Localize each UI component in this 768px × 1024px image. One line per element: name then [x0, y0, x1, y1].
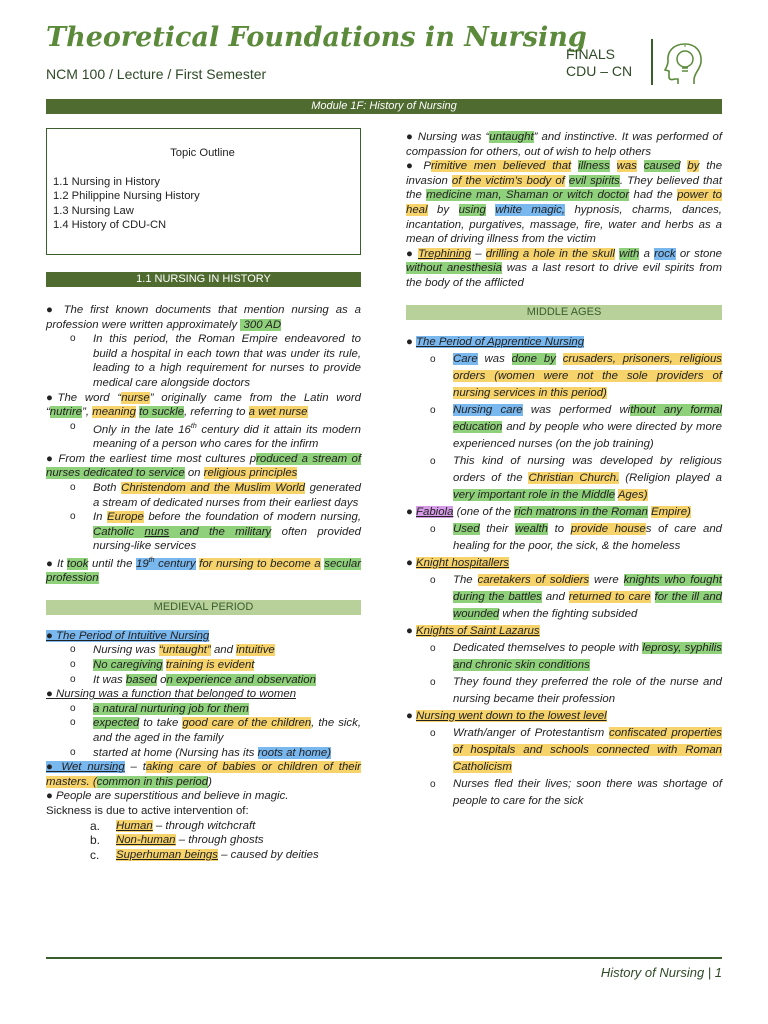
sub-bullet: o a natural nurturing job for them — [46, 702, 361, 717]
paragraph: ● Nursing went down to the lowest level — [406, 709, 607, 722]
outline-item: 1.4 History of CDU-CN — [53, 219, 167, 232]
sub-bullet: o Both Christendom and the Muslim World generated a stream of dedicated nurses from their earliest days — [46, 481, 361, 510]
paragraph: ● People are superstitious and believe in magic. — [46, 790, 289, 803]
sub-bullet: o They found they preferred the role of the nurse and nursing became their profession — [406, 674, 722, 708]
paragraph: ● Knight hospitallers — [406, 556, 510, 569]
paragraph: ● It took until the 19th century for nursing to become a secular profession — [46, 556, 361, 585]
paragraph: ●The word “nurse” originally came from the Latin word “nutrire”, meaning to suckle, referring to a wet nurse — [46, 391, 361, 419]
sub-bullet: o The caretakers of soldiers were knights who fought during the battles and returned to care for the ill and wounded when the fighting subsided — [406, 572, 722, 623]
paragraph: ● Primitive men believed that illness was caused by the invasion of the victim’s body of evil spirits. They believed that the medicine man, Shaman or witch doctor had the power to heal by using white magic, hypnosis, charms, dances, incantation, purgatives, massage, fire, water and herbs as a mean of driving illness from the victim — [406, 160, 723, 246]
paragraph: ● Knights of Saint Lazarus — [406, 624, 540, 637]
page-header-title: Theoretical Foundations in Nursing — [46, 22, 587, 53]
paragraph: ● Fabiola (one of the rich matrons in the Roman Empire) — [406, 505, 691, 518]
section-header-medieval: MEDIEVAL PERIOD — [46, 600, 361, 615]
outline-item: 1.2 Philippine Nursing History — [53, 190, 200, 203]
lettered-item: c. Superhuman beings – caused by deities — [90, 847, 319, 862]
outline-item: 1.3 Nursing Law — [53, 204, 134, 217]
course-subtitle: NCM 100 / Lecture / First Semester — [46, 66, 267, 82]
footer-rule — [46, 957, 722, 959]
left-column — [46, 128, 361, 862]
paragraph: ● The Period of Apprentice Nursing — [406, 335, 585, 348]
sub-bullet: o expected to take good care of the children, the sick, and the aged in the family — [46, 716, 361, 745]
sub-bullet: o Used their wealth to provide houses of care and healing for the poor, the sick, & the homeless — [406, 521, 722, 555]
sub-bullet: o Nursing was “untaught” and intuitive — [46, 643, 361, 658]
sub-bullet: o Nursing care was performed without any formal education and by people who were directed by more experienced nurses (on the job training) — [406, 402, 722, 453]
paragraph: ● From the earliest time most cultures produced a stream of nurses dedicated to service on religious principles — [46, 452, 361, 480]
module-title-bar: Module 1F: History of Nursing — [46, 99, 722, 114]
paragraph: ● Wet nursing – taking care of babies or children of their masters. (common in this period) — [46, 761, 361, 788]
lettered-item: b. Non-human – through ghosts — [90, 833, 264, 848]
paragraph: ● Nursing was “untaught” and instinctive. It was performed of compassion for others, out of wish to help others — [406, 131, 722, 158]
topic-outline-box — [46, 128, 361, 255]
sub-bullet: o No caregiving training is evident — [46, 658, 361, 673]
paragraph: ● Nursing was a function that belonged to women — [46, 688, 297, 701]
section-header-nursing-history: 1.1 NURSING IN HISTORY — [46, 272, 361, 287]
school-label: CDU – CN — [566, 63, 633, 79]
sub-bullet: o Care was done by crusaders, prisoners, religious orders (women were not the sole providers of nursing services in this period) — [406, 351, 722, 402]
sub-bullet: o This kind of nursing was developed by religious orders of the Christian Church. (Religion played a very important role in the Middle Ages) — [406, 453, 722, 504]
finals-label: FINALS — [566, 46, 616, 62]
paragraph: ● Trephining – drilling a hole in the skull with a rock or stone without anesthesia was a last resort to drive evil spirits from the body of the afflicted — [406, 247, 722, 289]
lightbulb-head-icon — [661, 40, 707, 86]
sub-bullet: o Only in the late 16th century did it attain its modern meaning of a person who cares for the infirm — [46, 420, 361, 452]
header-divider — [651, 39, 653, 85]
topic-outline-title: Topic Outline — [170, 147, 235, 159]
sub-bullet: o It was based on experience and observation — [46, 673, 361, 688]
lettered-item: a. Human – through witchcraft — [90, 818, 256, 833]
right-column — [406, 130, 722, 810]
sub-bullet: o Wrath/anger of Protestantism confiscated properties of hospitals and schools connected with Roman Catholicism — [406, 725, 722, 776]
outline-item: 1.1 Nursing in History — [53, 175, 160, 188]
sub-bullet: o Nurses fled their lives; soon there was shortage of people to care for the sick — [406, 776, 722, 810]
section-header-middle-ages: MIDDLE AGES — [406, 305, 722, 320]
sub-bullet: o In Europe before the foundation of modern nursing, Catholic nuns and the military often provided nursing-like services — [46, 510, 361, 554]
paragraph: ● The first known documents that mention nursing as a profession were written approximately 300 AD — [46, 304, 361, 331]
paragraph: ● The Period of Intuitive Nursing — [46, 629, 210, 642]
sub-bullet: o Dedicated themselves to people with leprosy, syphilis and chronic skin conditions — [406, 640, 722, 674]
term-label — [566, 46, 632, 80]
page-footer: History of Nursing | 1 — [600, 965, 722, 980]
sub-bullet: o In this period, the Roman Empire endeavored to build a hospital in each town that was under its rule, leading to a high requirement for nurses to provide medical care alongside doctors — [46, 332, 361, 390]
sub-bullet: o started at home (Nursing has its roots at home) — [46, 746, 361, 761]
paragraph: Sickness is due to active intervention of: — [46, 805, 249, 817]
